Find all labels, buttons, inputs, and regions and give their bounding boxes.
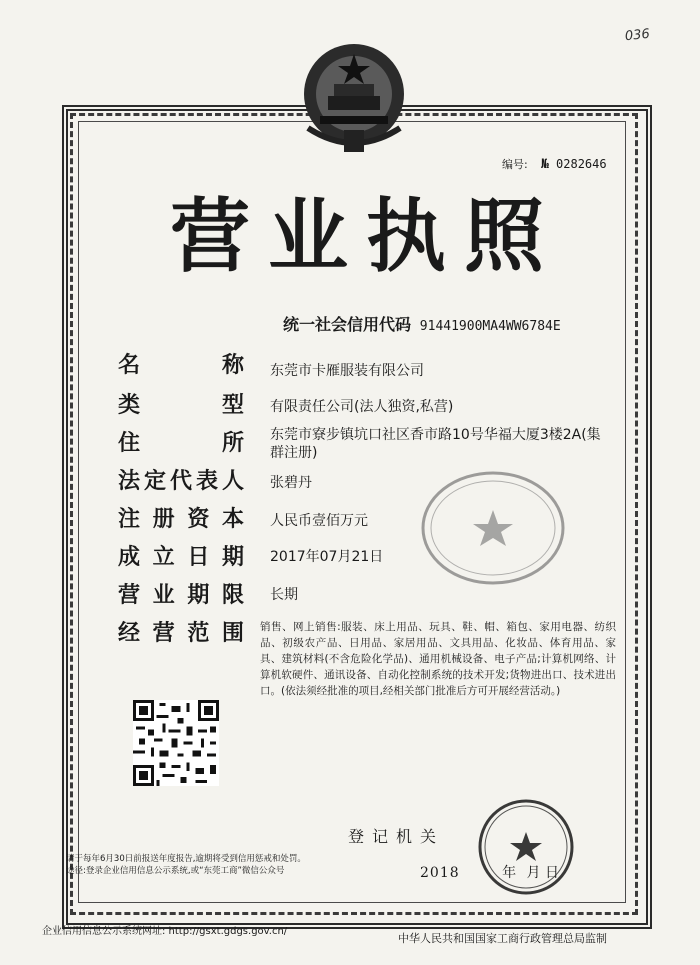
annual-report-notice: [66, 853, 366, 877]
label-char: 成: [118, 545, 141, 570]
credit-code-label: 统一社会信用代码: [283, 315, 412, 334]
field-value-name: 东莞市卡雁服装有限公司: [270, 363, 424, 379]
registration-date-suffix: 日: [545, 865, 559, 881]
label-char: 注: [118, 507, 141, 532]
label-char: 资: [187, 507, 210, 532]
field-label-type: [118, 388, 244, 419]
registration-day-label: 月: [526, 865, 541, 881]
label-char: 营: [118, 583, 141, 608]
field-value-legal-rep: 张碧丹: [270, 475, 312, 491]
label-char: 法: [118, 469, 141, 494]
footer-website: 企业信用信息公示系统网址: http://gsxt.gdgs.gov.cn/: [42, 926, 288, 937]
label-char: 型: [221, 393, 244, 418]
field-label-legal-rep: [118, 464, 244, 495]
label-char: 期: [187, 583, 210, 608]
label-char: 类: [118, 393, 141, 418]
registration-month-label: 年: [502, 865, 517, 881]
field-value-address: 东莞市寮步镇坑口社区香市路10号华福大厦3楼2A(集群注册): [270, 427, 601, 461]
field-value-capital: 人民币壹佰万元: [270, 513, 368, 529]
notice-line-1: 请于每年6月30日前报送年度报告,逾期将受到信用惩戒和处罚。: [66, 854, 306, 864]
credit-code: [283, 312, 561, 335]
field-label-term: [118, 578, 244, 609]
field-value-type: 有限责任公司(法人独资,私营): [270, 399, 454, 415]
label-char: 经: [118, 621, 141, 646]
label-char: 所: [221, 431, 244, 456]
label-char: 册: [152, 507, 175, 532]
label-char: 定: [143, 469, 166, 494]
field-value-scope: 销售、网上销售:服装、床上用品、玩具、鞋、帽、箱包、家用电器、纺织品、初级农产品、日用品、家居用品、文具用品、化妆品、体育用品、家具、建筑材料(不含危险化学品)、通用机械设备、电子产品;计算机网络、计算机软硬件、通讯设备、自动化控制系统的技术开发;货物进出口、技术进出口。(依法须经批准的项目,经相关部门批准后方可开展经营活动。): [260, 621, 616, 697]
serial-value: 0282646: [556, 157, 607, 171]
official-seal-icon: [477, 798, 575, 896]
label-char: 称: [221, 353, 244, 378]
field-label-scope: [118, 616, 244, 647]
registration-authority-label: 登记机关: [348, 827, 445, 846]
label-char: 名: [118, 353, 141, 378]
registration-year: 2018: [420, 865, 460, 881]
label-char: 人: [221, 469, 244, 494]
field-value-term: 长期: [270, 587, 298, 603]
label-char: 业: [152, 583, 175, 608]
label-char: 住: [118, 431, 141, 456]
field-label-established: [118, 540, 244, 571]
label-char: 范: [187, 621, 210, 646]
label-char: 围: [221, 621, 244, 646]
credit-code-value: 91441900MA4WW6784E: [419, 319, 561, 334]
field-label-name: [118, 348, 244, 379]
field-label-address: [118, 426, 244, 457]
national-emblem-icon: [298, 38, 410, 156]
label-char: 代: [169, 469, 192, 494]
label-char: 本: [221, 507, 244, 532]
label-char: 日: [187, 545, 210, 570]
label-char: 期: [221, 545, 244, 570]
qr-code-icon: [133, 700, 219, 786]
field-value-established: 2017年07月21日: [270, 549, 384, 565]
serial-symbol: №: [540, 157, 549, 172]
serial-number: [502, 156, 607, 172]
label-char: 立: [152, 545, 175, 570]
company-seal-icon: [418, 468, 568, 588]
notice-line-2: 途径:登录企业信用信息公示系统,或“东莞工商”微信公众号: [66, 866, 285, 876]
footer-issuer: 中华人民共和国国家工商行政管理总局监制: [398, 932, 607, 945]
label-char: 表: [195, 469, 218, 494]
document-title: 营业执照: [170, 189, 562, 283]
label-char: 营: [152, 621, 175, 646]
serial-label: 编号:: [502, 158, 528, 171]
label-char: 限: [221, 583, 244, 608]
handwritten-number: 036: [624, 26, 651, 45]
field-label-capital: [118, 502, 244, 533]
